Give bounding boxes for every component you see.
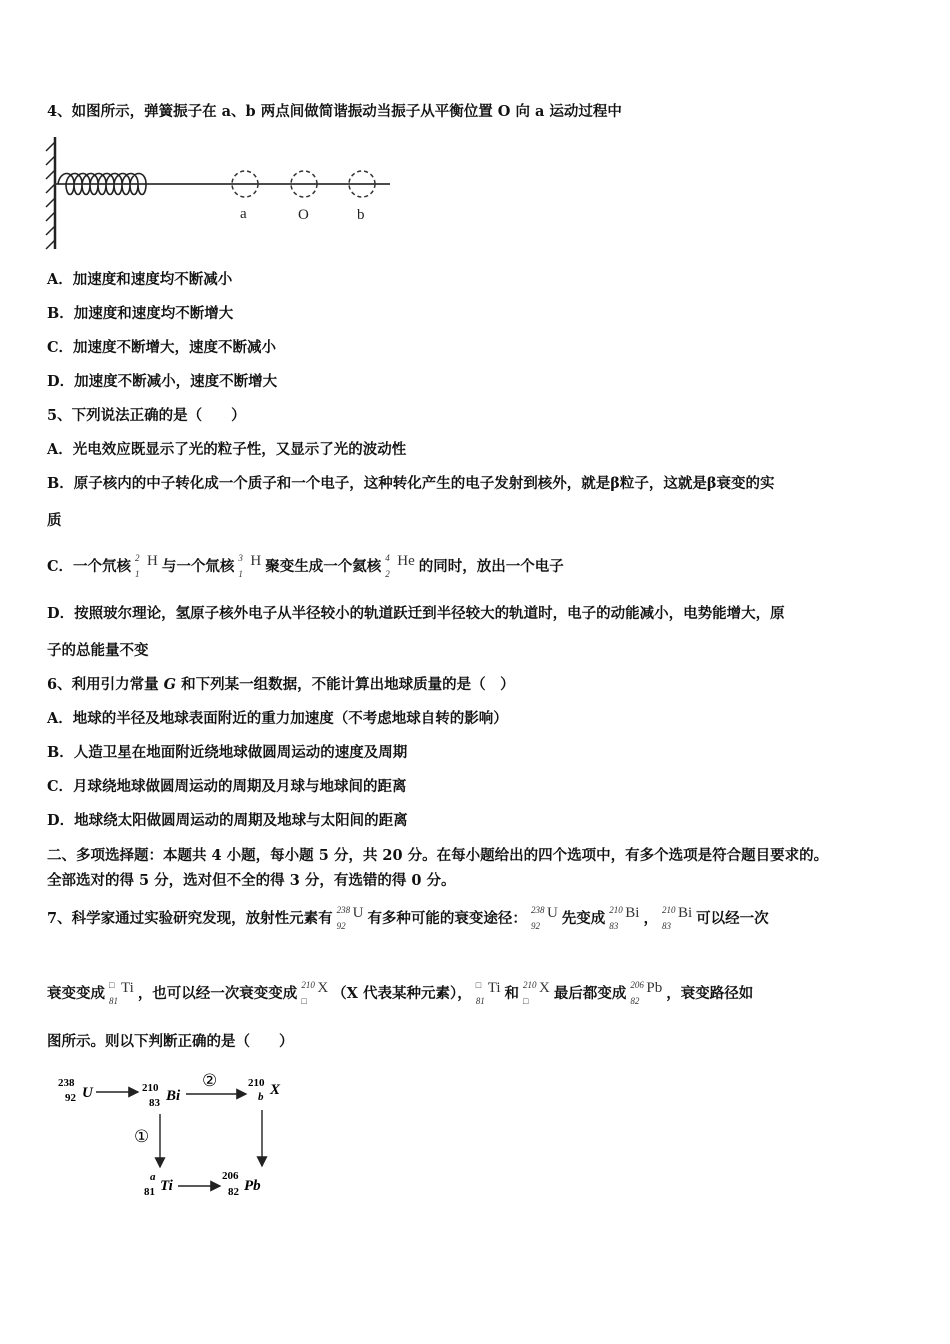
bismuth-210-nuclide: 210 83 Bi [609,905,640,931]
label-b: b [357,207,365,223]
q6-option-a: A．地球的半径及地球表面附近的重力加速度（不考虑地球自转的影响） [47,710,508,727]
q5-option-b-line2: 质 [47,512,62,529]
diagram-ti-mass: a [150,1171,156,1183]
diagram-u-mass: 238 [58,1077,75,1089]
x-210-nuclide: 210 □ X [523,980,550,1006]
q4-option-c: C．加速度不断增大，速度不断减小 [47,339,277,356]
helium-nuclide: 4 2 He [385,553,415,579]
diagram-pb-symbol: Pb [244,1178,261,1194]
q4-option-a: A．加速度和速度均不断减小 [47,271,233,288]
q5-stem: 5、下列说法正确的是（ ） [47,407,246,424]
path-1-label: ① [134,1127,150,1146]
q4-option-d: D．加速度不断减小，速度不断增大 [47,373,278,390]
thallium-nuclide: □ 81 Ti [475,980,501,1006]
q7-line3: 图所示。则以下判断正确的是（ ） [47,1033,294,1050]
q6-option-c: C．月球绕地球做圆周运动的周期及月球与地球间的距离 [47,778,407,795]
section2-instructions-line1: 二、多项选择题：本题共 4 小题，每小题 5 分，共 20 分。在每小题给出的四个选项中，有多个选项是符合题目要求的。 [47,847,829,864]
q6-option-d: D．地球绕太阳做圆周运动的周期及地球与太阳间的距离 [47,812,408,829]
q5-option-d-line2: 子的总能量不变 [47,642,149,659]
bismuth-210-nuclide: 210 83 Bi [661,905,693,931]
q4-option-b: B．加速度和速度均不断增大 [47,305,234,322]
diagram-u-symbol: U [82,1085,93,1101]
diagram-ti-symbol: Ti [160,1178,173,1194]
uranium-238-nuclide: 238 92 U [530,905,558,931]
q6-option-b: B．人造卫星在地面附近绕地球做圆周运动的速度及周期 [47,744,408,761]
path-2-label: ② [202,1071,218,1090]
spring-oscillator-figure [40,132,400,252]
diagram-pb-mass: 206 [222,1170,239,1182]
q5-option-b-line1: B．原子核内的中子转化成一个质子和一个电子，这种转化产生的电子发射到核外，就是β粒子，这就是β衰变的实 [47,475,775,492]
thallium-nuclide: □ 81 Ti [109,980,134,1006]
q5-option-d-line1: D．按照玻尔理论，氢原子核外电子从半径较小的轨道跃迁到半径较大的轨道时，电子的动能减小，电势能增大，原 [47,605,785,622]
diagram-bi-atomic: 83 [149,1097,160,1109]
tritium-nuclide: 3 1 H [238,553,262,579]
uranium-238-nuclide: 238 92 U [336,905,364,931]
diagram-u-atomic: 92 [65,1092,76,1104]
q7-line2: 衰变变成 □ 81 Ti ，也可以经一次衰变变成 210 □ X （X 代表某种元素）， □ 81 Ti 和 210 □ X 最后都变成 206 82 Pb ，衰变路径如 [47,980,754,1006]
diagram-x-atomic: b [258,1091,264,1103]
lead-206-nuclide: 206 82 Pb [630,980,663,1006]
diagram-x-mass: 210 [248,1077,265,1089]
q7-line1: 7、科学家通过实验研究发现，放射性元素有 238 92 U 有多种可能的衰变途径： 238 92 U 先变成 210 83 Bi ， 210 83 Bi 可以经一次 [47,905,769,931]
label-a: a [240,206,247,222]
diagram-bi-symbol: Bi [166,1088,181,1104]
q4-stem: 4、如图所示，弹簧振子在 a、b 两点间做简谐振动当振子从平衡位置 O 向 a 运动过程中 [47,103,622,120]
diagram-ti-atomic: 81 [144,1186,155,1198]
q6-stem: 6、利用引力常量 G 和下列某一组数据，不能计算出地球质量的是（ ） [47,676,515,693]
q5-option-c: C．一个氘核 2 1 H 与一个氚核 3 1 H 聚变生成一个氦核 4 2 He 的同时，放出一个电子 [47,553,564,579]
deuterium-nuclide: 2 1 H [135,553,158,579]
section2-instructions-line2: 全部选对的得 5 分，选对但不全的得 3 分，有选错的得 0 分。 [47,872,456,889]
diagram-x-symbol: X [270,1082,281,1098]
diagram-bi-mass: 210 [142,1082,159,1094]
q5-option-a: A．光电效应既显示了光的粒子性，又显示了光的波动性 [47,441,407,458]
diagram-pb-atomic: 82 [228,1186,239,1198]
x-210-nuclide: 210 □ X [301,980,329,1006]
decay-path-diagram [50,1062,310,1212]
label-o: O [298,207,309,223]
